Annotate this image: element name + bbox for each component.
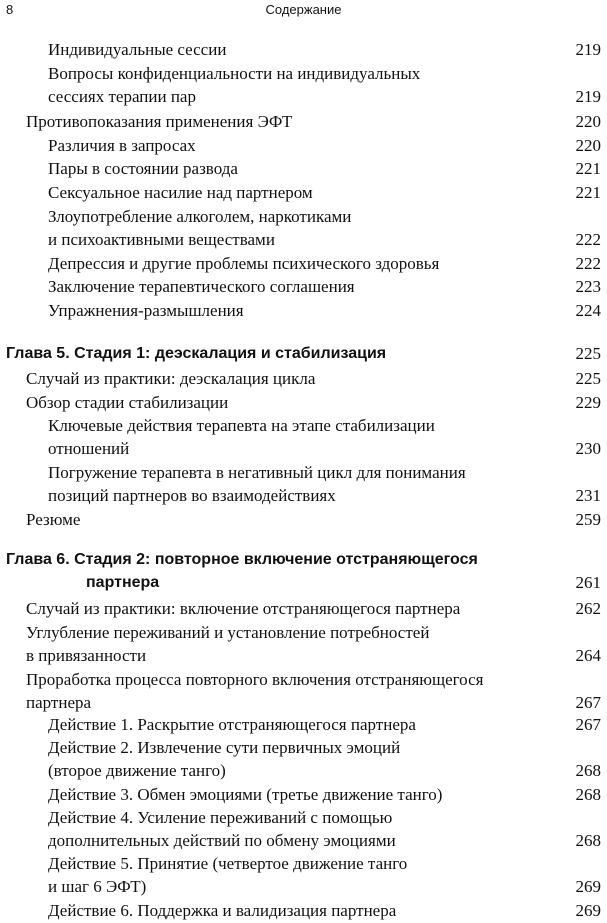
toc-entry-title-line: Действие 4. Усиление переживаний с помощью xyxy=(48,808,393,827)
toc-entry xyxy=(0,181,607,204)
toc-page-number: 221 xyxy=(575,183,601,202)
toc-entry-title xyxy=(26,391,228,414)
toc-entry-title xyxy=(26,597,460,620)
toc-entry-title xyxy=(26,110,292,133)
toc-entry xyxy=(0,275,607,298)
toc-entry xyxy=(0,461,607,507)
toc-entry-title-line: Депрессия и другие проблемы психического здоровья xyxy=(48,254,440,273)
toc-entry xyxy=(0,713,607,736)
toc-entry xyxy=(0,205,607,251)
toc-entry xyxy=(0,299,607,322)
toc-entry-title xyxy=(48,275,355,298)
toc-entry-title-line: Случай из практики: деэскалация цикла xyxy=(26,369,316,388)
toc-entry-title xyxy=(48,852,407,898)
toc-entry-title-line: (второе движение танго) xyxy=(48,761,226,780)
toc-entry-title-line: Случай из практики: включение отстраняющегося партнера xyxy=(26,599,461,618)
toc-page-number: 267 xyxy=(575,693,601,712)
toc-entry xyxy=(0,621,607,667)
toc-page-number: 220 xyxy=(575,112,601,131)
toc-entry xyxy=(0,668,607,714)
toc-page-number: 229 xyxy=(575,393,601,412)
toc-entry xyxy=(0,62,607,108)
toc-page-number: 225 xyxy=(575,344,601,363)
toc-entry xyxy=(0,38,607,61)
toc-entry xyxy=(0,899,607,922)
toc-entry-title-line: Погружение терапевта в негативный цикл для понимания xyxy=(48,463,466,482)
toc-entry-title xyxy=(48,62,420,108)
toc-page-number: 219 xyxy=(575,40,601,59)
toc-entry-title-line: Пары в состоянии развода xyxy=(48,159,238,178)
toc-page-number: 230 xyxy=(575,439,601,458)
toc-entry-title-line: отношений xyxy=(48,439,130,458)
toc-entry-title xyxy=(48,736,400,782)
toc-entry xyxy=(0,736,607,782)
toc-entry-title-line: позиций партнеров во взаимодействиях xyxy=(48,486,336,505)
toc-page-number: 221 xyxy=(575,159,601,178)
toc-entry-title xyxy=(26,621,429,667)
toc-entry-title xyxy=(26,508,80,531)
toc-page-number: 269 xyxy=(575,901,601,920)
toc-page-number: 268 xyxy=(575,785,601,804)
toc-entry-title-line: Проработка процесса повторного включения отстраняющегося xyxy=(26,670,484,689)
toc-entry-title-line: Сексуальное насилие над партнером xyxy=(48,183,313,202)
page-header xyxy=(0,0,607,22)
toc-entry-title xyxy=(26,367,315,390)
running-title: Содержание xyxy=(265,2,342,17)
toc-entry xyxy=(0,852,607,898)
toc-page-number: 267 xyxy=(575,715,601,734)
toc-entry-title-line: Злоупотребление алкоголем, наркотиками xyxy=(48,207,352,226)
toc-entry-title-line: Обзор стадии стабилизации xyxy=(26,393,229,412)
toc-entry-title-line: Действие 6. Поддержка и валидизация партнера xyxy=(48,901,397,920)
toc-entry-title-line: Резюме xyxy=(26,510,81,529)
toc-entry-title-line: Действие 3. Обмен эмоциями (третье движение танго) xyxy=(48,785,443,804)
toc-entry-title-line: Глава 6. Стадия 2: повторное включение отстраняющегося xyxy=(6,551,478,568)
toc-entry-title xyxy=(48,181,313,204)
toc-entry-title xyxy=(48,299,244,322)
toc-chapter-entry xyxy=(0,342,607,365)
toc-entry-title-line: Ключевые действия терапевта на этапе стабилизации xyxy=(48,416,435,435)
toc-entry-title-line: дополнительных действий по обмену эмоциями xyxy=(48,831,396,850)
toc-page-number: 225 xyxy=(575,369,601,388)
toc-page-number: 222 xyxy=(575,230,601,249)
toc-entry-title-line: Действие 5. Принятие (четвертое движение танго xyxy=(48,854,408,873)
toc-entry xyxy=(0,783,607,806)
toc-entry-title xyxy=(48,38,226,61)
toc-entry xyxy=(0,597,607,620)
toc-entry xyxy=(0,391,607,414)
toc-entry-title xyxy=(48,783,442,806)
toc-page-number: 219 xyxy=(575,87,601,106)
toc-entry-title xyxy=(48,713,416,736)
toc-entry-title-line: Противопоказания применения ЭФТ xyxy=(26,112,293,131)
toc-entry xyxy=(0,252,607,275)
toc-page-number: 224 xyxy=(575,301,601,320)
toc-page-number: 264 xyxy=(575,646,601,665)
toc-entry xyxy=(0,367,607,390)
toc-entry-title-line: Углубление переживаний и установление потребностей xyxy=(26,623,430,642)
toc-entry xyxy=(0,134,607,157)
toc-entry-title xyxy=(48,157,238,180)
toc-page-number: 222 xyxy=(575,254,601,273)
toc-page-number: 268 xyxy=(575,761,601,780)
toc-page-number: 268 xyxy=(575,831,601,850)
toc-entry xyxy=(0,508,607,531)
toc-page-number: 220 xyxy=(575,136,601,155)
toc-entry-title-line: Различия в запросах xyxy=(48,136,196,155)
toc-entry-title-line: и шаг 6 ЭФТ) xyxy=(48,877,147,896)
toc-entry-title-line: Глава 5. Стадия 1: деэскалация и стабилизация xyxy=(6,345,387,362)
toc-entry-title-line: Заключение терапевтического соглашения xyxy=(48,277,355,296)
toc-entry xyxy=(0,806,607,852)
toc-entry-title xyxy=(6,342,386,365)
toc-entry-title xyxy=(26,668,483,714)
toc-page-number: 261 xyxy=(575,573,601,592)
toc-page-number: 269 xyxy=(575,877,601,896)
toc-entry-title-line: и психоактивными веществами xyxy=(48,230,275,249)
toc-entry-title-line: в привязанности xyxy=(26,646,147,665)
toc-chapter-entry xyxy=(0,548,607,594)
toc-entry-title-line: Индивидуальные сессии xyxy=(48,40,227,59)
toc-entry-title xyxy=(48,461,466,507)
toc-entry-title xyxy=(48,806,396,852)
toc-entry-title xyxy=(48,414,435,460)
toc-entry xyxy=(0,157,607,180)
toc-page-number: 223 xyxy=(575,277,601,296)
toc-entry-title-line: Действие 2. Извлечение сути первичных эмоций xyxy=(48,738,401,757)
toc-entry-title xyxy=(48,205,351,251)
toc-entry-title xyxy=(48,134,196,157)
toc-entry-title-line: Действие 1. Раскрытие отстраняющегося партнера xyxy=(48,715,416,734)
page-number: 8 xyxy=(6,2,14,17)
toc-entry-title xyxy=(48,899,396,922)
toc-entry-title-line: партнера xyxy=(86,574,160,591)
toc-entry xyxy=(0,414,607,460)
toc-page-number: 259 xyxy=(575,510,601,529)
toc-page-number: 262 xyxy=(575,599,601,618)
toc-entry-title-line: сессиях терапии пар xyxy=(48,87,196,106)
toc-entry-title xyxy=(48,252,439,275)
toc-entry-title-line: Вопросы конфиденциальности на индивидуальных xyxy=(48,64,421,83)
toc-entry xyxy=(0,110,607,133)
toc-page-number: 231 xyxy=(575,486,601,505)
toc-entry-title-line: партнера xyxy=(26,693,92,712)
toc-entry-title xyxy=(6,548,478,594)
toc-entry-title-line: Упражнения-размышления xyxy=(48,301,244,320)
